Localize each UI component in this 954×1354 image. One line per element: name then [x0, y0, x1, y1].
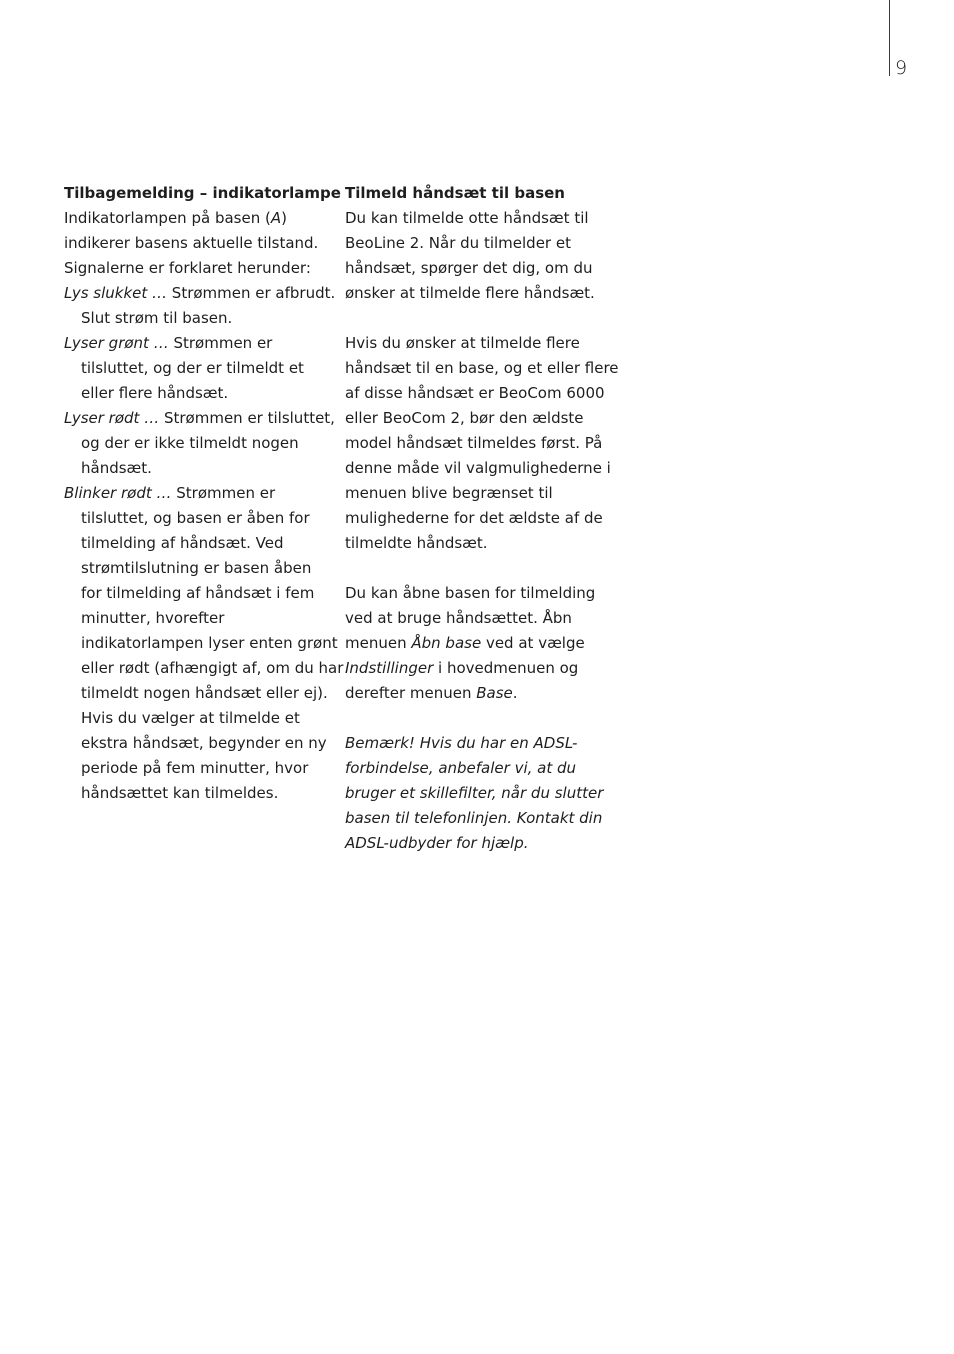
- text-line: [64, 206, 339, 231]
- signal-item-blink: [64, 481, 344, 806]
- text-line: denne måde vil valgmulighederne i: [345, 459, 611, 477]
- text-line: indikatorlampen lyser enten grønt: [81, 634, 338, 652]
- right-column: [345, 181, 620, 856]
- text-line: for tilmelding af håndsæt i fem: [81, 584, 315, 602]
- register-paragraph-3: [345, 581, 620, 706]
- text-line: eller BeoCom 2, bør den ældste: [345, 409, 584, 427]
- register-paragraph-1: [345, 206, 620, 306]
- text-line: basen til telefonlinjen. Kontakt din: [345, 809, 603, 827]
- text-line: [64, 281, 339, 306]
- text-line: indikerer basens aktuelle tilstand.: [64, 234, 319, 252]
- text-line: Du kan tilmelde otte håndsæt til: [345, 209, 589, 227]
- text-run: Strømmen er: [168, 334, 273, 352]
- page-number: 9: [895, 57, 908, 79]
- text-run: Indikatorlampen på basen (: [64, 209, 271, 227]
- text-line: eller flere håndsæt.: [81, 384, 229, 402]
- text-line: ved at bruge håndsættet. Åbn: [345, 609, 572, 627]
- margin-rule: [889, 0, 890, 76]
- text-line: [345, 681, 620, 706]
- section-heading-register: Tilmeld håndsæt til basen: [345, 184, 565, 202]
- text-line: håndsættet kan tilmeldes.: [81, 784, 279, 802]
- paragraph-gap: [345, 556, 620, 581]
- text-run: menuen: [345, 634, 412, 652]
- text-line: ekstra håndsæt, begynder en ny: [81, 734, 327, 752]
- text-run-italic: A: [270, 209, 282, 227]
- signal-term: Lys slukket …: [64, 284, 168, 302]
- text-line: periode på fem minutter, hvor: [81, 759, 309, 777]
- text-line: Bemærk! Hvis du har en ADSL-: [345, 734, 578, 752]
- text-run: Strømmen er: [171, 484, 276, 502]
- signal-term: Lyser grønt …: [64, 334, 169, 352]
- text-line: ønsker at tilmelde flere håndsæt.: [345, 284, 595, 302]
- text-line: håndsæt, spørger det dig, om du: [345, 259, 593, 277]
- text-line: [345, 656, 620, 681]
- text-line: ADSL-udbyder for hjælp.: [345, 834, 529, 852]
- text-line: tilmeldte håndsæt.: [345, 534, 488, 552]
- menu-name-settings: Indstillinger: [345, 659, 434, 677]
- signal-item-off: [64, 281, 339, 331]
- text-line: [345, 631, 620, 656]
- text-run: Strømmen er afbrudt.: [167, 284, 336, 302]
- menu-name-base: Base: [476, 684, 513, 702]
- text-line: og der er ikke tilmeldt nogen: [81, 434, 299, 452]
- text-line: tilsluttet, og basen er åben for: [81, 509, 310, 527]
- text-line: forbindelse, anbefaler vi, at du: [345, 759, 577, 777]
- text-line: model håndsæt tilmeldes først. På: [345, 434, 603, 452]
- section-heading-indicator: Tilbagemelding – indikatorlampe: [64, 184, 341, 202]
- paragraph-gap: [345, 306, 620, 331]
- text-line: af disse håndsæt er BeoCom 6000: [345, 384, 605, 402]
- signal-term: Lyser rødt …: [64, 409, 160, 427]
- text-line: strømtilslutning er basen åben: [81, 559, 312, 577]
- text-line: mulighederne for det ældste af de: [345, 509, 603, 527]
- text-line: Hvis du vælger at tilmelde et: [81, 709, 300, 727]
- text-run: Strømmen er tilsluttet,: [159, 409, 335, 427]
- text-line: Signalerne er forklaret herunder:: [64, 259, 311, 277]
- text-run: i hovedmenuen og: [433, 659, 579, 677]
- signal-term: Blinker rødt …: [64, 484, 172, 502]
- text-line: Hvis du ønsker at tilmelde flere: [345, 334, 580, 352]
- text-line: tilsluttet, og der er tilmeldt et: [81, 359, 304, 377]
- text-line: Du kan åbne basen for tilmelding: [345, 584, 596, 602]
- signal-item-green: [64, 331, 339, 406]
- text-line: minutter, hvorefter: [81, 609, 225, 627]
- intro-paragraph: [64, 206, 339, 281]
- text-line: [64, 406, 339, 431]
- signal-item-red: [64, 406, 339, 481]
- text-line: håndsæt.: [81, 459, 152, 477]
- text-run: .: [512, 684, 518, 702]
- text-line: [64, 331, 339, 356]
- text-line: tilmelding af håndsæt. Ved: [81, 534, 284, 552]
- text-run: derefter menuen: [345, 684, 477, 702]
- text-line: håndsæt til en base, og et eller flere: [345, 359, 619, 377]
- text-line: BeoLine 2. Når du tilmelder et: [345, 234, 571, 252]
- text-run: ): [281, 209, 287, 227]
- text-line: menuen blive begrænset til: [345, 484, 553, 502]
- adsl-note: [345, 731, 620, 856]
- text-line: eller rødt (afhængigt af, om du har: [81, 659, 344, 677]
- register-paragraph-2: [345, 331, 620, 556]
- text-line: Slut strøm til basen.: [81, 309, 233, 327]
- left-column: [64, 181, 344, 806]
- menu-name-open-base: Åbn base: [411, 634, 482, 652]
- paragraph-gap: [345, 706, 620, 731]
- text-line: bruger et skillefilter, når du slutter: [345, 784, 604, 802]
- text-line: [64, 481, 339, 506]
- text-run: ved at vælge: [481, 634, 585, 652]
- text-line: tilmeldt nogen håndsæt eller ej).: [81, 684, 328, 702]
